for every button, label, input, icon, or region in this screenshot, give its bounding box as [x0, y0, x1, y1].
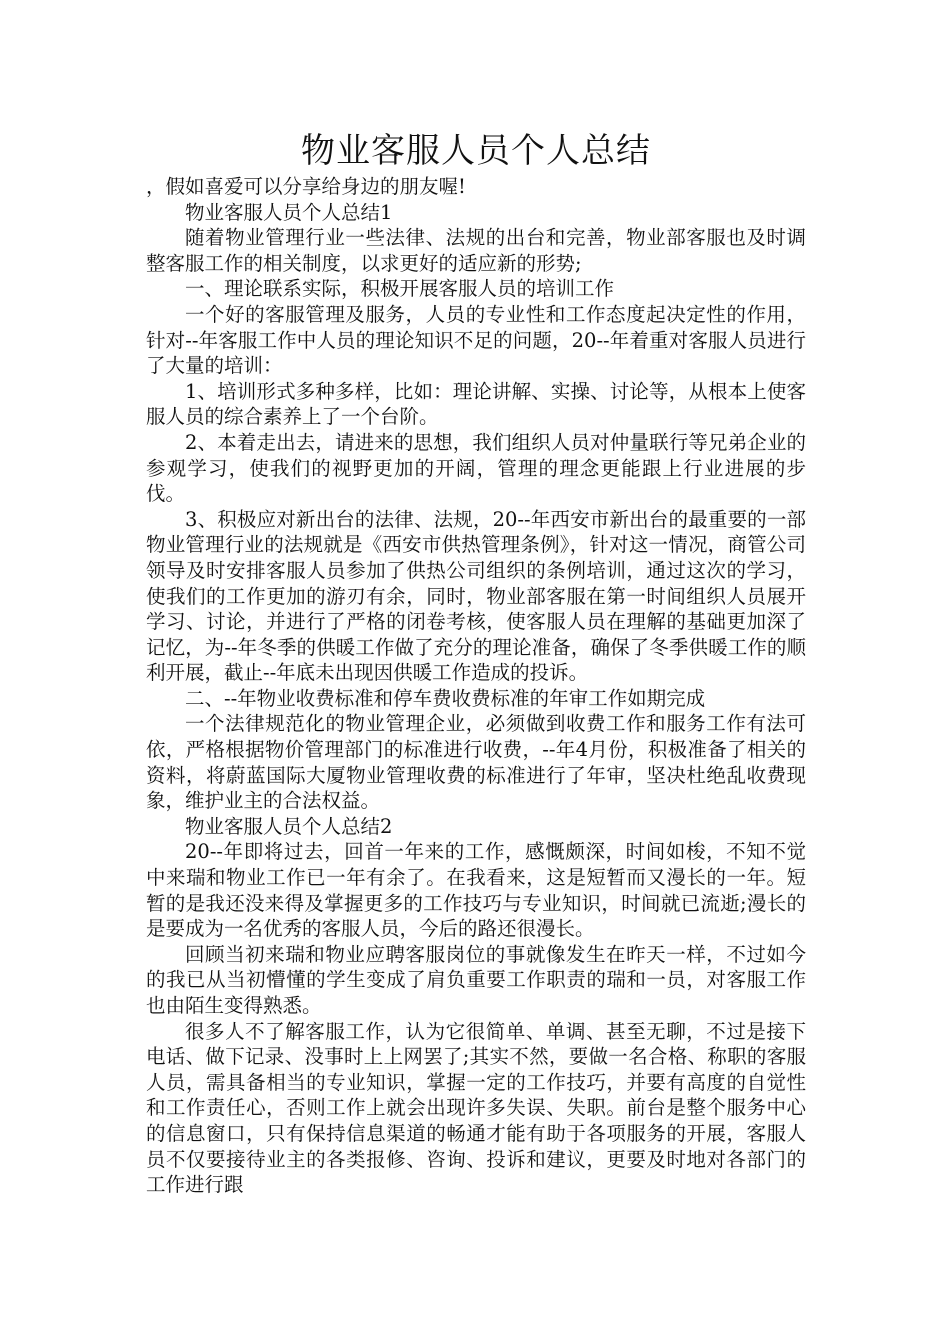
section-heading-1: 物业客服人员个人总结1: [185, 200, 393, 224]
list-item-3: 3、积极应对新出台的法律、法规，20--年西安市新出台的最重要的一部物业管理行业的法规就是《西安市供热管理条例》，针对这一情况，商管公司领导及时安排客服人员参加了供热公司组织的条例培训，通过这次的学习，使我们的工作更加的游刃有余，同时，物业部客服在第一时间组织人员展开学习、讨论，并进行了严格的闭卷考核，使客服人员在理解的基础更加深了记忆，为--年冬季的供暖工作做了充分的理论准备，确保了冬季供暖工作的顺利开展，截止--年底未出现因供暖工作造成的投诉。: [146, 507, 806, 685]
subheading-training: 一、理论联系实际，积极开展客服人员的培训工作: [185, 277, 615, 301]
paragraph-intro: ，假如喜爱可以分享给身边的朋友喔!: [146, 175, 466, 198]
paragraph: 一个好的客服管理及服务，人员的专业性和工作态度起决定性的作用，针对--年客服工作中人员的理论知识不足的问题，20--年着重对客服人员进行了大量的培训：: [146, 302, 806, 378]
document-title: 物业客服人员个人总结: [301, 131, 651, 171]
paragraph: 很多人不了解客服工作，认为它很简单、单调、甚至无聊，不过是接下电话、做下记录、没事时上上网罢了;其实不然，要做一名合格、称职的客服人员，需具备相当的专业知识，掌握一定的工作技巧，并要有高度的自觉性和工作责任心，否则工作上就会出现许多失误、失职。前台是整个服务中心的信息窗口，只有保持信息渠道的畅通才能有助于各项服务的开展，客服人员不仅要接待业主的各类报修、咨询、投诉和建议，更要及时地对各部门的工作进行跟: [146, 1019, 806, 1197]
list-item-1: 1、培训形式多种多样，比如：理论讲解、实操、讨论等，从根本上使客服人员的综合素养上了一个台阶。: [146, 379, 806, 429]
list-item-2: 2、本着走出去，请进来的思想，我们组织人员对仲量联行等兄弟企业的参观学习，使我们的视野更加的开阔，管理的理念更能跟上行业进展的步伐。: [146, 430, 806, 506]
document-page: [146, 128, 806, 1198]
paragraph: 回顾当初来瑞和物业应聘客服岗位的事就像发生在昨天一样，不过如今的我已从当初懵懂的学生变成了肩负重要工作职责的瑞和一员，对客服工作也由陌生变得熟悉。: [146, 942, 806, 1017]
document-body: [146, 174, 806, 1198]
paragraph: 随着物业管理行业一些法律、法规的出台和完善，物业部客服也及时调整客服工作的相关制度，以求更好的适应新的形势;: [146, 226, 806, 275]
paragraph: 一个法律规范化的物业管理企业，必须做到收费工作和服务工作有法可依，严格根据物价管理部门的标准进行收费，--年4月份，积极准备了相关的资料，将蔚蓝国际大厦物业管理收费的标准进行了年审，坚决杜绝乱收费现象，维护业主的合法权益。: [146, 712, 806, 813]
section-heading-2: 物业客服人员个人总结2: [185, 814, 393, 838]
paragraph: 20--年即将过去，回首一年来的工作，感慨颇深，时间如梭，不知不觉中来瑞和物业工作已一年有余了。在我看来，这是短暂而又漫长的一年。短暂的是我还没来得及掌握更多的工作技巧与专业知识，时间就已流逝;漫长的是要成为一名优秀的客服人员，今后的路还很漫长。: [146, 840, 806, 941]
subheading-fee-review: 二、--年物业收费标准和停车费收费标准的年审工作如期完成: [185, 686, 706, 710]
